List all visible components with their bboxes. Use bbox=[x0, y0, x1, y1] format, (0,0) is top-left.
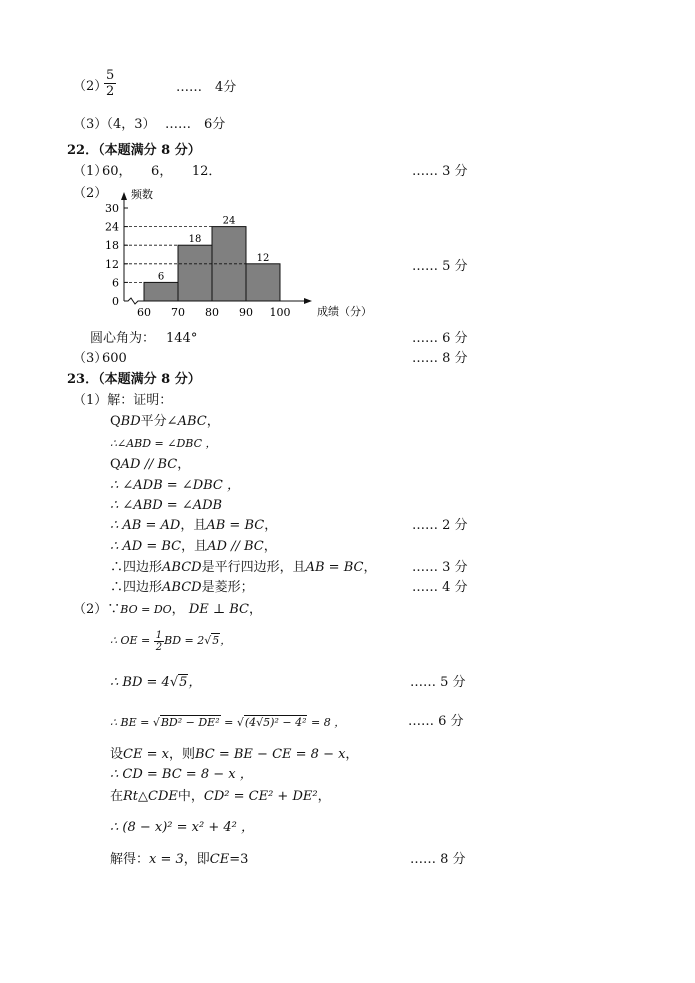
text: ，则 bbox=[168, 747, 195, 762]
q23-part1-label: （1）解：证明： bbox=[73, 393, 173, 408]
q21-part2-label: （2） bbox=[73, 79, 108, 94]
be-equation: ∴ BE = √BD² − DE² = √(4√5)² − 4² = 8 ， bbox=[110, 716, 346, 729]
text: 是菱形； bbox=[201, 580, 254, 595]
proof-line-9 bbox=[110, 580, 254, 596]
text: ，即 bbox=[183, 852, 210, 867]
math: AB = BC bbox=[305, 560, 364, 575]
solve-line-4: ∴ (8 − x)² = x² + 4² ， bbox=[110, 820, 254, 835]
fraction-numerator: 5 bbox=[106, 68, 115, 83]
bar-data-label: 12 bbox=[256, 252, 270, 264]
math: DE ⊥ BC bbox=[188, 602, 249, 617]
q22-part2-score: …… 5 分 bbox=[412, 259, 468, 274]
text: 在 bbox=[110, 789, 124, 804]
text: =3 bbox=[229, 852, 249, 867]
y-tick-label: 0 bbox=[112, 295, 119, 308]
therefore-symbol: ∴ bbox=[110, 580, 124, 595]
math: CE bbox=[209, 852, 230, 867]
central-angle-score: …… 6 分 bbox=[412, 331, 468, 346]
y-tick-label: 30 bbox=[105, 202, 119, 215]
math: AD // BC bbox=[120, 457, 178, 472]
math: ∠ABC bbox=[166, 414, 207, 429]
q22-part1-label: （1） bbox=[73, 164, 108, 179]
math: BD bbox=[120, 414, 141, 429]
because-symbol: Q bbox=[110, 457, 121, 472]
q22-part3-answer: 600 bbox=[102, 351, 127, 366]
math: CE = x bbox=[123, 747, 169, 762]
proof-score-3: …… 3 分 bbox=[412, 560, 468, 575]
math: AD // BC bbox=[207, 539, 264, 554]
text: ， bbox=[363, 560, 377, 575]
bar-data-label: 24 bbox=[222, 215, 236, 227]
fraction-denominator: 2 bbox=[106, 84, 115, 99]
text: ， bbox=[263, 539, 277, 554]
math: ， bbox=[220, 634, 232, 647]
y-tick-label: 24 bbox=[105, 220, 119, 234]
math: BC = BE − CE = 8 − x bbox=[194, 747, 346, 762]
x-axis-arrow bbox=[304, 298, 312, 304]
because-symbol: ∵ bbox=[107, 602, 121, 617]
math: ∴ OE = bbox=[110, 634, 151, 647]
bd-score: …… 5 分 bbox=[410, 675, 466, 690]
text: 中， bbox=[177, 789, 204, 804]
bd-equation: ∴ BD = 4√5， bbox=[110, 675, 202, 690]
q21-part3-answer: （4，3） bbox=[100, 117, 156, 132]
solve-line-3 bbox=[110, 789, 331, 805]
math: ∴ BE = bbox=[110, 716, 150, 729]
radicand: 5 bbox=[179, 675, 188, 690]
q23-heading: 23．（本题满分 8 分） bbox=[67, 372, 201, 387]
math: ∴ AB = AD bbox=[110, 518, 181, 533]
radicand: (4√5)² − 4² bbox=[244, 716, 307, 729]
x-tick-label: 60 bbox=[137, 306, 151, 319]
fraction-numerator: 1 bbox=[155, 629, 163, 641]
q22-part3-label: （3） bbox=[73, 351, 108, 366]
text: ， bbox=[264, 518, 278, 533]
proof-line-2: ∴∠ABD = ∠DBC ， bbox=[110, 437, 217, 450]
q21-part3-score: …… 6分 bbox=[165, 117, 226, 132]
q22-part2-label: （2） bbox=[73, 186, 108, 201]
proof-line-7 bbox=[110, 539, 277, 555]
text: ， bbox=[206, 414, 220, 429]
text: ， bbox=[177, 457, 191, 472]
y-tick-label: 18 bbox=[105, 239, 119, 253]
therefore-symbol: ∴ bbox=[110, 560, 124, 575]
text: 是平行四边形，且 bbox=[201, 560, 306, 575]
math: = bbox=[224, 716, 234, 729]
text: 四边形 bbox=[123, 560, 163, 575]
math: AB = BC bbox=[206, 518, 265, 533]
math: CD² = CE² + DE² bbox=[203, 789, 318, 804]
proof-line-1 bbox=[110, 414, 220, 430]
x-axis-label: 成绩（分） bbox=[317, 305, 372, 318]
fraction bbox=[154, 630, 164, 653]
math: ABCD bbox=[162, 560, 202, 575]
x-tick-label: 90 bbox=[239, 306, 253, 319]
fraction bbox=[104, 68, 116, 99]
q22-part1-score: …… 3 分 bbox=[412, 164, 468, 179]
text: ，且 bbox=[181, 539, 208, 554]
bar-data-label: 6 bbox=[157, 271, 165, 283]
math: BO = DO bbox=[120, 603, 172, 616]
y-axis-label: 频数 bbox=[131, 188, 153, 201]
histogram-bar bbox=[178, 245, 212, 301]
math: Rt△CDE bbox=[123, 789, 178, 804]
proof-line-6 bbox=[110, 518, 277, 534]
radicand: BD² − DE² bbox=[160, 716, 220, 729]
histogram-bar bbox=[246, 264, 280, 301]
proof-line-8 bbox=[110, 560, 376, 576]
math: x = 3 bbox=[149, 852, 184, 867]
q22-heading: 22．（本题满分 8 分） bbox=[67, 143, 201, 158]
proof-score-2: …… 2 分 bbox=[412, 518, 468, 533]
central-angle-value: 144° bbox=[166, 331, 198, 346]
y-tick-label: 12 bbox=[105, 257, 119, 271]
because-symbol: Q bbox=[110, 414, 121, 429]
final-score: …… 8 分 bbox=[410, 852, 466, 867]
x-tick-label: 80 bbox=[205, 306, 219, 319]
math: ， bbox=[188, 675, 202, 690]
text: 平分 bbox=[140, 414, 167, 429]
x-tick-label: 70 bbox=[171, 306, 185, 319]
radicand: 5 bbox=[212, 634, 220, 647]
math: = 8 ， bbox=[310, 716, 346, 729]
proof-line-4: ∴ ∠ADB = ∠DBC ， bbox=[110, 478, 241, 493]
text: 设 bbox=[110, 747, 124, 762]
q23-part2-line bbox=[73, 602, 262, 618]
q22-part1-answers: 60， 6， 12． bbox=[102, 164, 222, 179]
fraction-denominator: 2 bbox=[155, 641, 163, 653]
math: BD = 2 bbox=[164, 634, 205, 647]
solve-line-5 bbox=[110, 852, 248, 868]
solve-line-2: ∴ CD = BC = 8 − x ， bbox=[110, 767, 253, 782]
central-angle-label: 圆心角为： bbox=[90, 331, 156, 346]
bar-data-label: 18 bbox=[188, 234, 202, 246]
proof-score-4: …… 4 分 bbox=[412, 580, 468, 595]
text: 解得： bbox=[110, 852, 150, 867]
text: ， bbox=[171, 602, 185, 617]
proof-line-5: ∴ ∠ABD = ∠ADB bbox=[110, 498, 223, 513]
text: ， bbox=[317, 789, 331, 804]
text: ， bbox=[248, 602, 262, 617]
q21-part3-label: （3） bbox=[73, 117, 108, 132]
math: ∴ AD = BC bbox=[110, 539, 182, 554]
histogram-bar bbox=[144, 282, 178, 301]
histogram-chart bbox=[90, 182, 372, 322]
oe-equation: ∴ OE = $\frac{1}{2}$ BD = 2√5， bbox=[110, 629, 232, 653]
text: ，且 bbox=[180, 518, 207, 533]
q21-part2-score: …… 4分 bbox=[176, 80, 237, 95]
text: 四边形 bbox=[123, 580, 163, 595]
q23-part2-label: （2） bbox=[73, 602, 108, 617]
y-tick-label: 6 bbox=[112, 276, 119, 290]
text: ， bbox=[345, 747, 359, 762]
math: ABCD bbox=[162, 580, 202, 595]
q22-part3-score: …… 8 分 bbox=[412, 351, 468, 366]
proof-line-3 bbox=[110, 457, 190, 473]
be-score: …… 6 分 bbox=[408, 714, 464, 729]
math: ∴ BD = 4 bbox=[110, 675, 170, 690]
q21-part2-answer bbox=[104, 68, 116, 99]
solve-line-1 bbox=[110, 747, 358, 763]
x-tick-label: 100 bbox=[269, 306, 291, 319]
y-axis-arrow bbox=[121, 192, 127, 200]
